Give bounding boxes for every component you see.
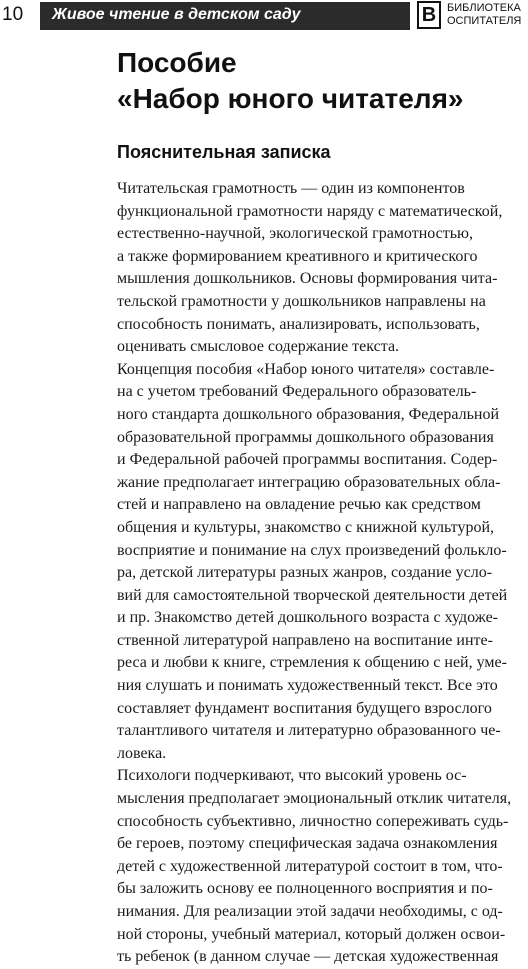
series-name-line1: БИБЛИОТЕКА [447, 2, 521, 14]
text-line: составляет фундамент воспитания будущего взрослого [117, 699, 492, 717]
series-letter: В [417, 1, 441, 29]
text-line: ть ребенок (в данном случае — детская художественная [117, 948, 499, 966]
page-header [0, 0, 528, 32]
page-title-line2: «Набор юного читателя» [117, 83, 464, 114]
text-line: жание предполагает интеграцию образовательных обла- [117, 473, 501, 491]
series-logo [417, 1, 528, 31]
body-text [117, 178, 525, 969]
text-line: реса и любви к книге, стремления к общению с ней, уме- [117, 654, 507, 672]
text-line: образовательной программы дошкольного образования [117, 428, 494, 446]
text-line: восприятие и понимание на слух произведений фолькло- [117, 541, 507, 559]
text-line: ной стороны, учебный материал, который должен освои- [117, 925, 506, 943]
text-line: вий для самостоятельной творческой деятельности детей [117, 586, 508, 604]
page-title [117, 45, 464, 117]
text-line: на с учетом требований Федерального образователь- [117, 383, 477, 401]
running-title: Живое чтение в детском саду [52, 6, 301, 23]
text-line: ловека. [117, 744, 167, 762]
text-line: Читательская грамотность — один из компонентов [117, 180, 465, 197]
text-line: ния слушать и понимать художественный текст. Все это [117, 677, 498, 695]
text-line: ственной литературой направлено на воспитание инте- [117, 631, 493, 649]
text-line: мысления предполагает эмоциональный отклик читателя, [117, 790, 512, 808]
text-line: нимания. Для реализации этой задачи необходимы, с од- [117, 903, 503, 920]
text-line: и пр. Знакомство детей дошкольного возраста с художе- [117, 609, 498, 627]
text-line: функциональной грамотности наряду с математической, [117, 202, 503, 220]
text-line: талантливого читателя и литературно образованного че- [117, 722, 501, 740]
text-line: способность понимать, анализировать, использовать, [117, 315, 480, 333]
text-line: естественно-научной, экологической грамотностью, [117, 225, 473, 243]
running-title-bar [40, 2, 410, 30]
text-line: ного стандарта дошкольного образования, Федеральной [117, 405, 500, 423]
page-title-line1: Пособие [117, 47, 237, 78]
text-line: бе героев, поэтому специфическая задача ознакомления [117, 835, 498, 853]
text-line: общения и культуры, знакомство с книжной культурой, [117, 518, 494, 536]
text-line: а также формированием креативного и критического [117, 247, 478, 265]
text-line: оценивать смысловое содержание текста. [117, 338, 400, 356]
text-line: мышления дошкольников. Основы формирования чита- [117, 270, 498, 288]
section-title: Пояснительная записка [117, 142, 331, 162]
text-line: ра, детской литературы разных жанров, создание усло- [117, 564, 493, 582]
text-line: тельской грамотности у дошкольников направлены на [117, 292, 486, 310]
text-line: и Федеральной рабочей программы воспитания. Содер- [117, 451, 498, 469]
text-line: бы заложить основу ее полноценного восприятия и по- [117, 880, 493, 898]
series-name [447, 2, 521, 28]
text-line: способность субъективно, личностно сопереживать судь- [117, 812, 509, 830]
text-line: Концепция пособия «Набор юного читателя» составле- [117, 360, 495, 378]
series-name-line2: ОСПИТАТЕЛЯ [447, 15, 522, 27]
text-line: Психологи подчеркивают, что высокий уровень ос- [117, 767, 467, 785]
page-number: 10 [2, 4, 24, 25]
text-line: стей и направлено на овладение речью как средством [117, 496, 481, 514]
text-line: детей с художественной литературой состоит в том, что- [117, 857, 503, 875]
